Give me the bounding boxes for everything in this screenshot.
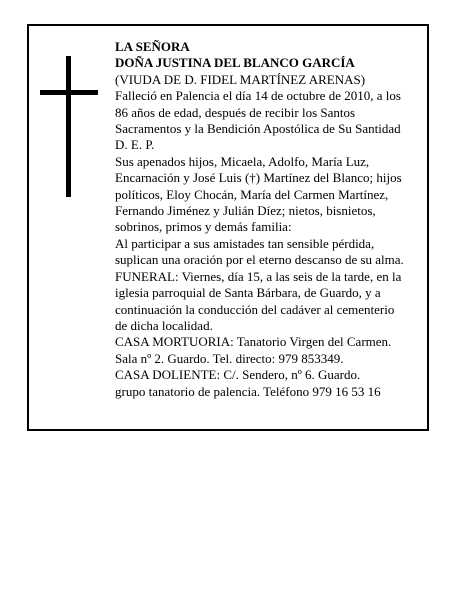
body-line: políticos, Eloy Chocán, María del Carmen Martínez, — [115, 186, 389, 202]
body-line: Fernando Jiménez y Julián Díez; nietos, bisnietos, — [115, 203, 376, 219]
body-line: CASA DOLIENTE: C/. Sendero, nº 6. Guardo. — [115, 367, 361, 383]
body-line: grupo tanatorio de palencia. Teléfono 979 16 53 16 — [115, 383, 381, 399]
body-line: (VIUDA DE D. FIDEL MARTÍNEZ ARENAS) — [115, 71, 366, 87]
body-line: FUNERAL: Viernes, día 15, a las seis de la tarde, en la — [115, 268, 402, 284]
body-line: Sala nº 2. Guardo. Tel. directo: 979 853349. — [115, 350, 344, 366]
cross-vertical-bar — [66, 56, 71, 197]
body-line: sobrinos, primos y demás familia: — [115, 219, 292, 235]
body-line: CASA MORTUORIA: Tanatorio Virgen del Carmen. — [115, 334, 392, 350]
body-line: D. E. P. — [115, 137, 155, 153]
body-line: Sacramentos y la Bendición Apostólica de Su Santidad — [115, 121, 401, 137]
body-line: Al participar a sus amistades tan sensible pérdida, — [115, 235, 375, 251]
body-line: 86 años de edad, después de recibir los Santos — [115, 104, 356, 120]
body-line: continuación la conducción del cadáver al cementerio — [115, 301, 395, 317]
body-line: Falleció en Palencia el día 14 de octubre de 2010, a los — [115, 88, 401, 104]
heading-line-title: LA SEÑORA — [115, 39, 190, 54]
body-line: Encarnación y José Luis (†) Martínez del Blanco; hijos — [115, 170, 402, 186]
obituary-text — [115, 39, 420, 400]
heading-line-name: DOÑA JUSTINA DEL BLANCO GARCÍA — [115, 55, 355, 71]
body-line: iglesia parroquial de Santa Bárbara, de Guardo, y a — [115, 285, 381, 301]
body-line: Sus apenados hijos, Micaela, Adolfo, María Luz, — [115, 153, 370, 169]
latin-cross-icon — [40, 56, 98, 197]
body-line: de dicha localidad. — [115, 317, 213, 333]
body-line: suplican una oración por el eterno descanso de su alma. — [115, 252, 404, 268]
cross-horizontal-bar — [40, 90, 98, 95]
